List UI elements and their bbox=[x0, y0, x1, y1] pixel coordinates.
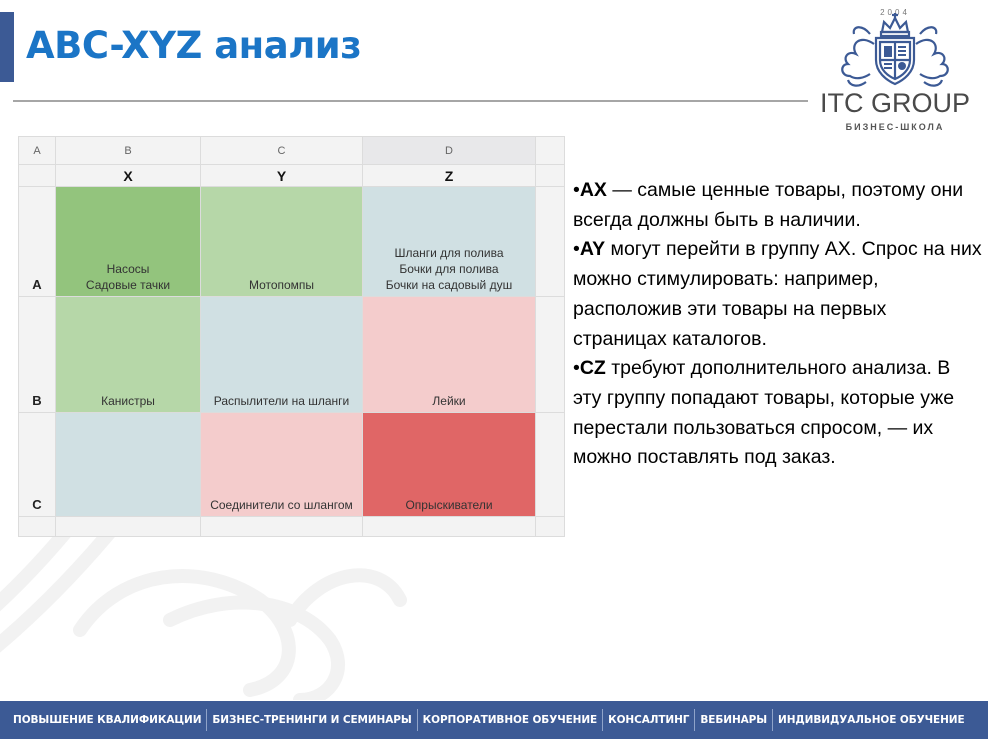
footer-nav bbox=[0, 701, 988, 739]
footer-link-individual[interactable]: ИНДИВИДУАЛЬНОЕ ОБУЧЕНИЕ bbox=[778, 714, 965, 726]
footer-link-qualification[interactable]: ПОВЫШЕНИЕ КВАЛИФИКАЦИИ bbox=[13, 714, 202, 726]
column-header-b[interactable]: B bbox=[56, 137, 201, 165]
footer-link-webinars[interactable]: ВЕБИНАРЫ bbox=[700, 714, 768, 726]
empty-cell[interactable] bbox=[536, 297, 565, 413]
empty-cell[interactable] bbox=[536, 413, 565, 517]
cell-by[interactable] bbox=[201, 297, 363, 413]
abc-xyz-spreadsheet bbox=[18, 136, 564, 536]
bullet-text: могут перейти в группу AX. Спрос на них можно стимулировать: например, расположив эти товары на первых страницах каталогов. bbox=[573, 238, 982, 350]
cell-line: Шланги для полива bbox=[394, 246, 504, 260]
cell-ax[interactable] bbox=[56, 187, 201, 297]
cell-line: Распылители на шланги bbox=[213, 394, 350, 408]
cell-cy[interactable] bbox=[201, 413, 363, 517]
bullet-term: AX bbox=[579, 179, 607, 201]
cell-cz[interactable] bbox=[363, 413, 536, 517]
empty-cell[interactable] bbox=[19, 517, 56, 537]
cell-line: Насосы bbox=[106, 262, 150, 276]
bullet-cz bbox=[573, 354, 983, 473]
xyz-header-row bbox=[19, 165, 565, 187]
logo-year: 2004 bbox=[880, 8, 910, 17]
column-header-a[interactable]: A bbox=[19, 137, 56, 165]
cell-line: Канистры bbox=[101, 394, 155, 408]
column-header-d[interactable]: D bbox=[363, 137, 536, 165]
empty-cell[interactable] bbox=[536, 187, 565, 297]
bullet-dot: • bbox=[573, 179, 580, 201]
bullet-dot: • bbox=[573, 238, 580, 261]
explanation-bullets bbox=[573, 176, 983, 473]
footer-link-trainings[interactable]: БИЗНЕС-ТРЕНИНГИ И СЕМИНАРЫ bbox=[212, 714, 412, 726]
xyz-header-z[interactable]: Z bbox=[363, 165, 536, 187]
row-label-b[interactable]: B bbox=[19, 297, 56, 413]
xyz-header-y[interactable]: Y bbox=[201, 165, 363, 187]
cell-line: Соединители со шлангом bbox=[210, 498, 353, 512]
cell-ay[interactable] bbox=[201, 187, 363, 297]
cell-line: Садовые тачки bbox=[85, 278, 171, 292]
title-divider bbox=[13, 100, 808, 102]
bullet-text: требуют дополнительного анализа. В эту группу попадают товары, которые уже перестали пользоваться спросом, — их можно поставлять под заказ. bbox=[573, 357, 955, 469]
xyz-corner-cell[interactable] bbox=[19, 165, 56, 187]
column-header-c[interactable]: C bbox=[201, 137, 363, 165]
footer-link-consulting[interactable]: КОНСАЛТИНГ bbox=[608, 714, 690, 726]
bullet-ay bbox=[573, 235, 983, 354]
page-title: ABC-XYZ анализ bbox=[26, 24, 362, 67]
cell-line: Лейки bbox=[432, 394, 466, 408]
table-row-empty bbox=[19, 517, 565, 537]
table-row-b bbox=[19, 297, 565, 413]
column-header-e[interactable] bbox=[536, 137, 565, 165]
cell-line: Мотопомпы bbox=[248, 278, 315, 292]
cell-line: Бочки для полива bbox=[399, 262, 499, 276]
footer-link-corporate[interactable]: КОРПОРАТИВНОЕ ОБУЧЕНИЕ bbox=[422, 714, 598, 726]
bullet-dot: • bbox=[573, 357, 580, 380]
row-label-c[interactable]: C bbox=[19, 413, 56, 517]
itc-group-logo bbox=[820, 4, 970, 134]
bullet-term: CZ bbox=[579, 357, 606, 380]
cell-bz[interactable] bbox=[363, 297, 536, 413]
cell-line: Опрыскиватели bbox=[405, 498, 493, 512]
empty-cell[interactable] bbox=[536, 165, 565, 187]
column-header-row bbox=[19, 137, 565, 165]
cell-cx[interactable] bbox=[56, 413, 201, 517]
bullet-ax bbox=[573, 176, 983, 235]
table-row-c bbox=[19, 413, 565, 517]
empty-cell[interactable] bbox=[201, 517, 363, 537]
empty-cell[interactable] bbox=[56, 517, 201, 537]
logo-subtitle: БИЗНЕС-ШКОЛА bbox=[845, 122, 945, 132]
empty-cell[interactable] bbox=[536, 517, 565, 537]
row-label-a[interactable]: A bbox=[19, 187, 56, 297]
crest-icon bbox=[820, 4, 970, 90]
xyz-header-x[interactable]: X bbox=[56, 165, 201, 187]
cell-az[interactable] bbox=[363, 187, 536, 297]
title-accent-bar bbox=[0, 12, 14, 82]
table-row-a bbox=[19, 187, 565, 297]
bullet-term: AY bbox=[579, 238, 606, 261]
cell-line: Бочки на садовый душ bbox=[385, 278, 513, 292]
cell-bx[interactable] bbox=[56, 297, 201, 413]
empty-cell[interactable] bbox=[363, 517, 536, 537]
bullet-text: — самые ценные товары, поэтому они всегда должны быть в наличии. bbox=[573, 179, 964, 231]
logo-name: ITC GROUP bbox=[820, 88, 971, 118]
